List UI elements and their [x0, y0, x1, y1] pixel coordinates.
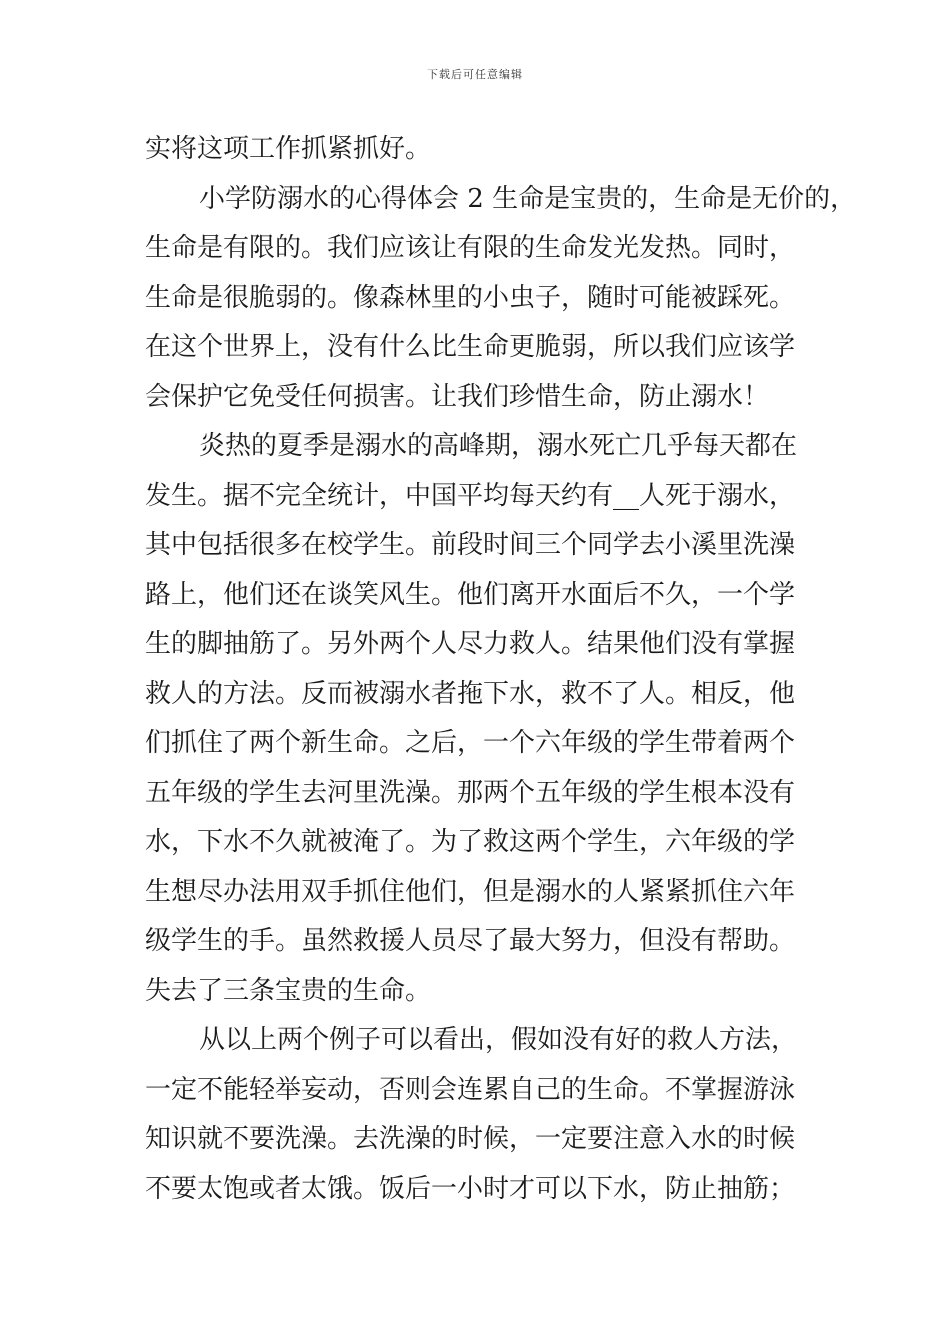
text-line: 救人的方法。反而被溺水者拖下水，救不了人。相反，他 [145, 678, 796, 709]
text-line: 水，下水不久就被淹了。为了救这两个学生，六年级的学 [145, 827, 796, 857]
text-line: 其中包括很多在校学生。前段时间三个同学去小溪里洗澡 [145, 530, 796, 560]
text-line: 实将这项工作抓紧抓好。 [145, 134, 432, 164]
text-line: 发生。据不完全统计，中国平均每天约有__人死于溺水， [145, 480, 796, 511]
text-line: 失去了三条宝贵的生命。 [145, 975, 432, 1006]
document-body [145, 125, 857, 1214]
text-line: 五年级的学生去河里洗澡。那两个五年级的学生根本没有 [145, 777, 796, 808]
text-line: 生的脚抽筋了。另外两个人尽力救人。结果他们没有掌握 [145, 629, 796, 659]
text-line: 在这个世界上，没有什么比生命更脆弱，所以我们应该学 [145, 332, 796, 362]
page-header-note: 下载后可任意编辑 [427, 68, 523, 81]
paragraph-start-line: 小学防溺水的心得体会 2 生命是宝贵的，生命是无价的， [199, 183, 857, 214]
text-line: 生命是有限的。我们应该让有限的生命发光发热。同时， [145, 233, 796, 263]
text-line: 级学生的手。虽然救援人员尽了最大努力，但没有帮助。 [145, 926, 796, 956]
text-line: 知识就不要洗澡。去洗澡的时候，一定要注意入水的时候 [145, 1124, 796, 1154]
text-line: 们抓住了两个新生命。之后，一个六年级的学生带着两个 [145, 728, 796, 758]
paragraph-start-line: 炎热的夏季是溺水的高峰期，溺水死亡几乎每天都在 [199, 431, 798, 461]
text-line: 生命是很脆弱的。像森林里的小虫子，随时可能被踩死。 [145, 282, 796, 313]
paragraph-start-line: 从以上两个例子可以看出，假如没有好的救人方法， [199, 1025, 798, 1055]
text-line: 生想尽办法用双手抓住他们，但是溺水的人紧紧抓住六年 [145, 876, 796, 907]
text-line: 不要太饱或者太饿。饭后一小时才可以下水，防止抽筋； [145, 1173, 796, 1204]
text-line: 路上，他们还在谈笑风生。他们离开水面后不久，一个学 [145, 579, 796, 610]
text-line: 一定不能轻举妄动，否则会连累自己的生命。不掌握游泳 [145, 1074, 796, 1105]
text-line: 会保护它免受任何损害。让我们珍惜生命，防止溺水！ [145, 381, 770, 412]
